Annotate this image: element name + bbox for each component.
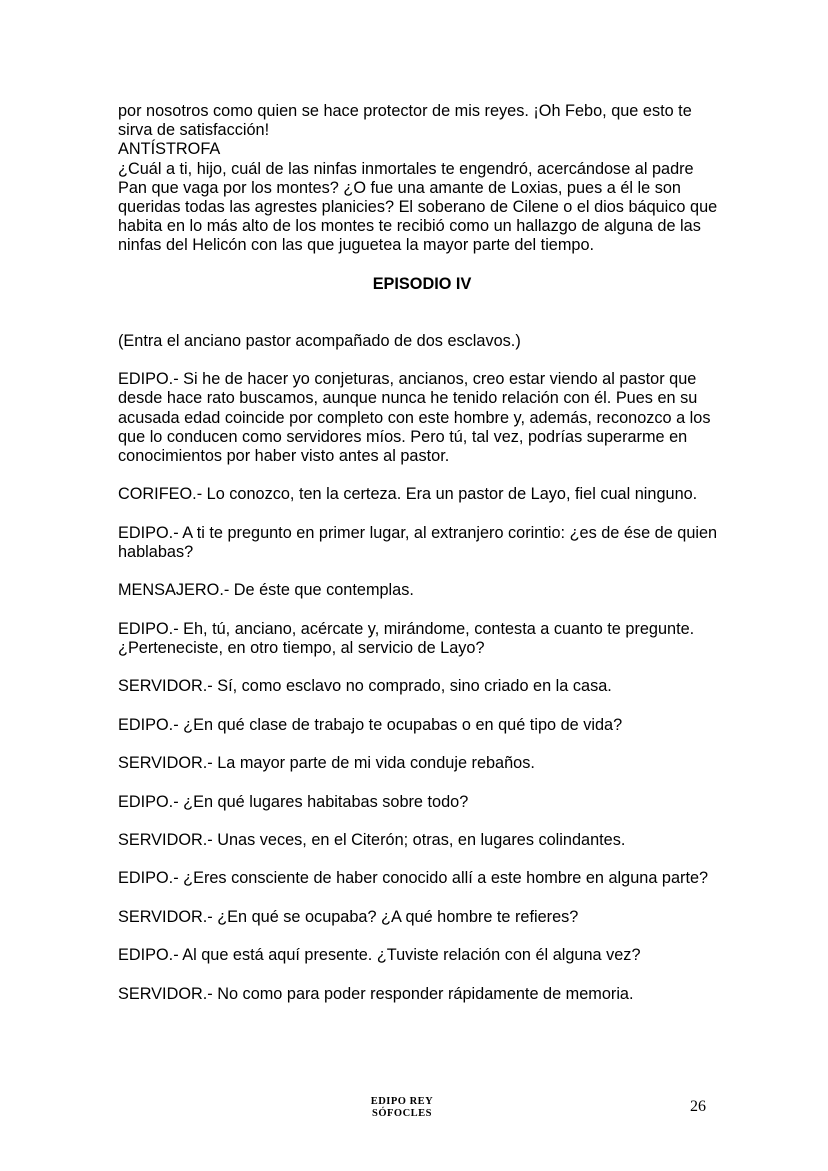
dialogue-line: EDIPO.- ¿Eres consciente de haber conocido allí a este hombre en alguna parte? [118,869,709,888]
dialogue-line: EDIPO.- Al que está aquí presente. ¿Tuviste relación con él alguna vez? [118,946,641,965]
footer-title [352,1096,452,1119]
page-number: 26 [690,1098,706,1115]
dialogue-line: SERVIDOR.- Sí, como esclavo no comprado, sino criado en la casa. [118,677,612,696]
dialogue-line: SERVIDOR.- No como para poder responder rápidamente de memoria. [118,984,634,1003]
dialogue-line: EDIPO.- ¿En qué clase de trabajo te ocupabas o en qué tipo de vida? [118,715,623,734]
dialogue-line: EDIPO.- A ti te pregunto en primer lugar, al extranjero corintio: ¿es de ése de quien hablabas? [118,523,718,562]
dialogue-line: EDIPO.- Eh, tú, anciano, acércate y, mirándome, contesta a cuanto te pregunte. ¿Perteneciste, en otro tiempo, al servicio de Layo? [118,619,695,657]
footer-book-title: EDIPO REY [370,1096,434,1107]
dialogue-line: MENSAJERO.- De éste que contemplas. [118,581,414,600]
page-body [118,102,718,1004]
dialogue-line: EDIPO.- Si he de hacer yo conjeturas, ancianos, creo estar viendo al pastor que desde hace rato buscamos, aunque nunca he tenido relación con él. Pues en su acusada edad coincide por completo con este hombre y, además, reconozco a los que lo conducen como servidores míos. Pero tú, tal vez, podrías superarme en conocimientos por haber visto antes al pastor. [118,370,711,466]
intro-paragraph: por nosotros como quien se hace protector de mis reyes. ¡Oh Febo, que esto te sirva de satisfacción! [118,102,692,140]
dialogue-line: SERVIDOR.- Unas veces, en el Citerón; otras, en lugares colindantes. [118,830,626,849]
antistrofa-paragraph: ¿Cuál a ti, hijo, cuál de las ninfas inmortales te engendró, acercándose al padre Pan que vaga por los montes? ¿O fue una amante de Loxias, pues a él le son queridas todas las agrestes planicies? El soberano de Cilene o el dios báquico que habita en lo más alto de los montes te recibió como un hallazgo de alguna de las ninfas del Helicón con las que juguetea la mayor parte del tiempo. [118,159,718,255]
antistrofa-label: ANTÍSTROFA [118,140,221,159]
footer-author: SÓFOCLES [371,1107,433,1119]
dialogue-line: SERVIDOR.- La mayor parte de mi vida conduje rebaños. [118,754,535,773]
episode-heading: EPISODIO IV [372,274,472,293]
dialogue-line: EDIPO.- ¿En qué lugares habitabas sobre todo? [118,792,469,811]
stage-direction: (Entra el anciano pastor acompañado de dos esclavos.) [118,331,521,350]
dialogue-line: CORIFEO.- Lo conozco, ten la certeza. Era un pastor de Layo, fiel cual ninguno. [118,485,698,504]
dialogue-line: SERVIDOR.- ¿En qué se ocupaba? ¿A qué hombre te refieres? [118,907,579,926]
